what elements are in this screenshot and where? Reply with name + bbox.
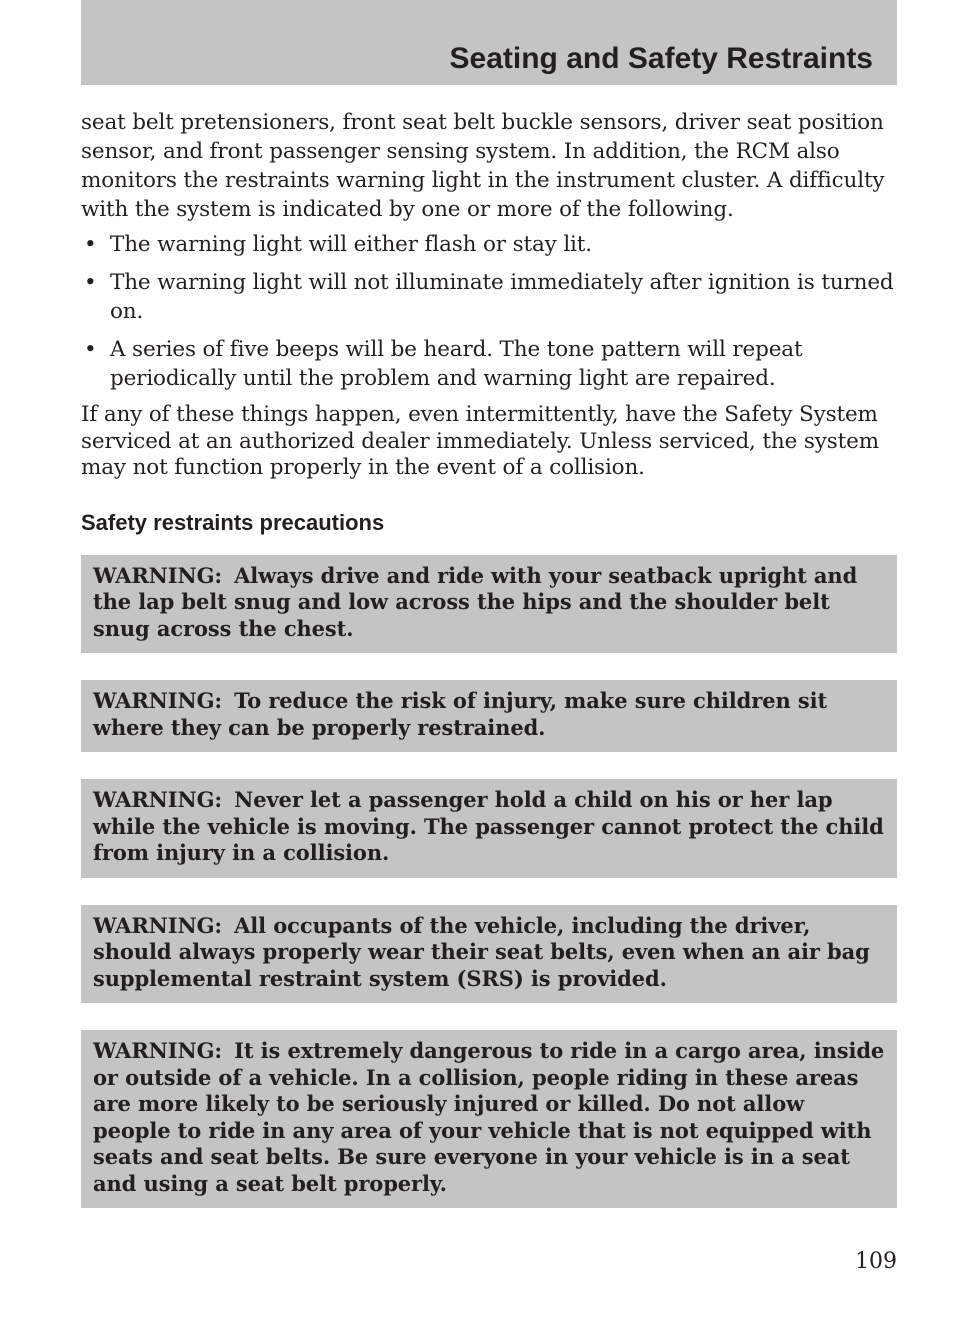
section-heading: Safety restraints precautions [81, 509, 385, 535]
page-number: 109 [855, 1249, 897, 1274]
warning-text: Never let a passenger hold a child on his or her lap while the vehicle is moving. The passenger cannot protect the child from injury in a collision. [93, 787, 884, 865]
warning-box [81, 1030, 897, 1208]
warning-box [81, 905, 897, 1004]
followup-paragraph: If any of these things happen, even intermittently, have the Safety System serviced at an authorized dealer immediately. Unless serviced, the system may not function properly in the event of a collision. [81, 402, 879, 480]
page-content [81, 108, 897, 1208]
list-item [81, 230, 897, 259]
warning-label: WARNING: [93, 912, 223, 938]
list-item [81, 268, 897, 326]
warning-text: Always drive and ride with your seatback upright and the lap belt snug and low across the hips and the shoulder belt snug across the chest. [93, 562, 858, 641]
list-item-text: The warning light will not illuminate immediately after ignition is turned on. [110, 270, 894, 324]
symptom-list [81, 230, 897, 393]
warning-box [81, 555, 897, 654]
warning-box [81, 779, 897, 878]
warning-box [81, 680, 897, 752]
bullet-marker: • [84, 337, 97, 362]
warning-text: All occupants of the vehicle, including the driver, should always properly wear their seat belts, even when an air bag supplemental restraint system (SRS) is provided. [93, 912, 870, 991]
warning-label: WARNING: [93, 787, 223, 812]
warning-text: It is extremely dangerous to ride in a cargo area, inside or outside of a vehicle. In a collision, people riding in these areas are more likely to be seriously injured or killed. Do not allow people to ride in any area of your vehicle that is not equipped with seats and seat belts. Be sure everyone in your vehicle is in a seat and using a seat belt properly. [93, 1038, 885, 1196]
warning-label: WARNING: [93, 562, 223, 588]
list-item-text: A series of five beeps will be heard. The tone pattern will repeat periodically until the problem and warning light are repaired. [110, 337, 803, 391]
warning-text: To reduce the risk of injury, make sure children sit where they can be properly restrained. [93, 688, 828, 740]
warning-label: WARNING: [93, 688, 223, 713]
warning-label: WARNING: [93, 1038, 223, 1063]
bullet-marker: • [84, 232, 97, 257]
intro-paragraph: seat belt pretensioners, front seat belt buckle sensors, driver seat position sensor, and front passenger sensing system. In addition, the RCM also monitors the restraints warning light in the instrument cluster. A difficulty with the system is indicated by one or more of the following. [81, 110, 885, 222]
bullet-marker: • [84, 270, 97, 295]
page-title: Seating and Safety Restraints [449, 42, 873, 75]
list-item-text: The warning light will either flash or stay lit. [110, 232, 592, 257]
list-item [81, 335, 897, 393]
header-band [81, 0, 897, 85]
